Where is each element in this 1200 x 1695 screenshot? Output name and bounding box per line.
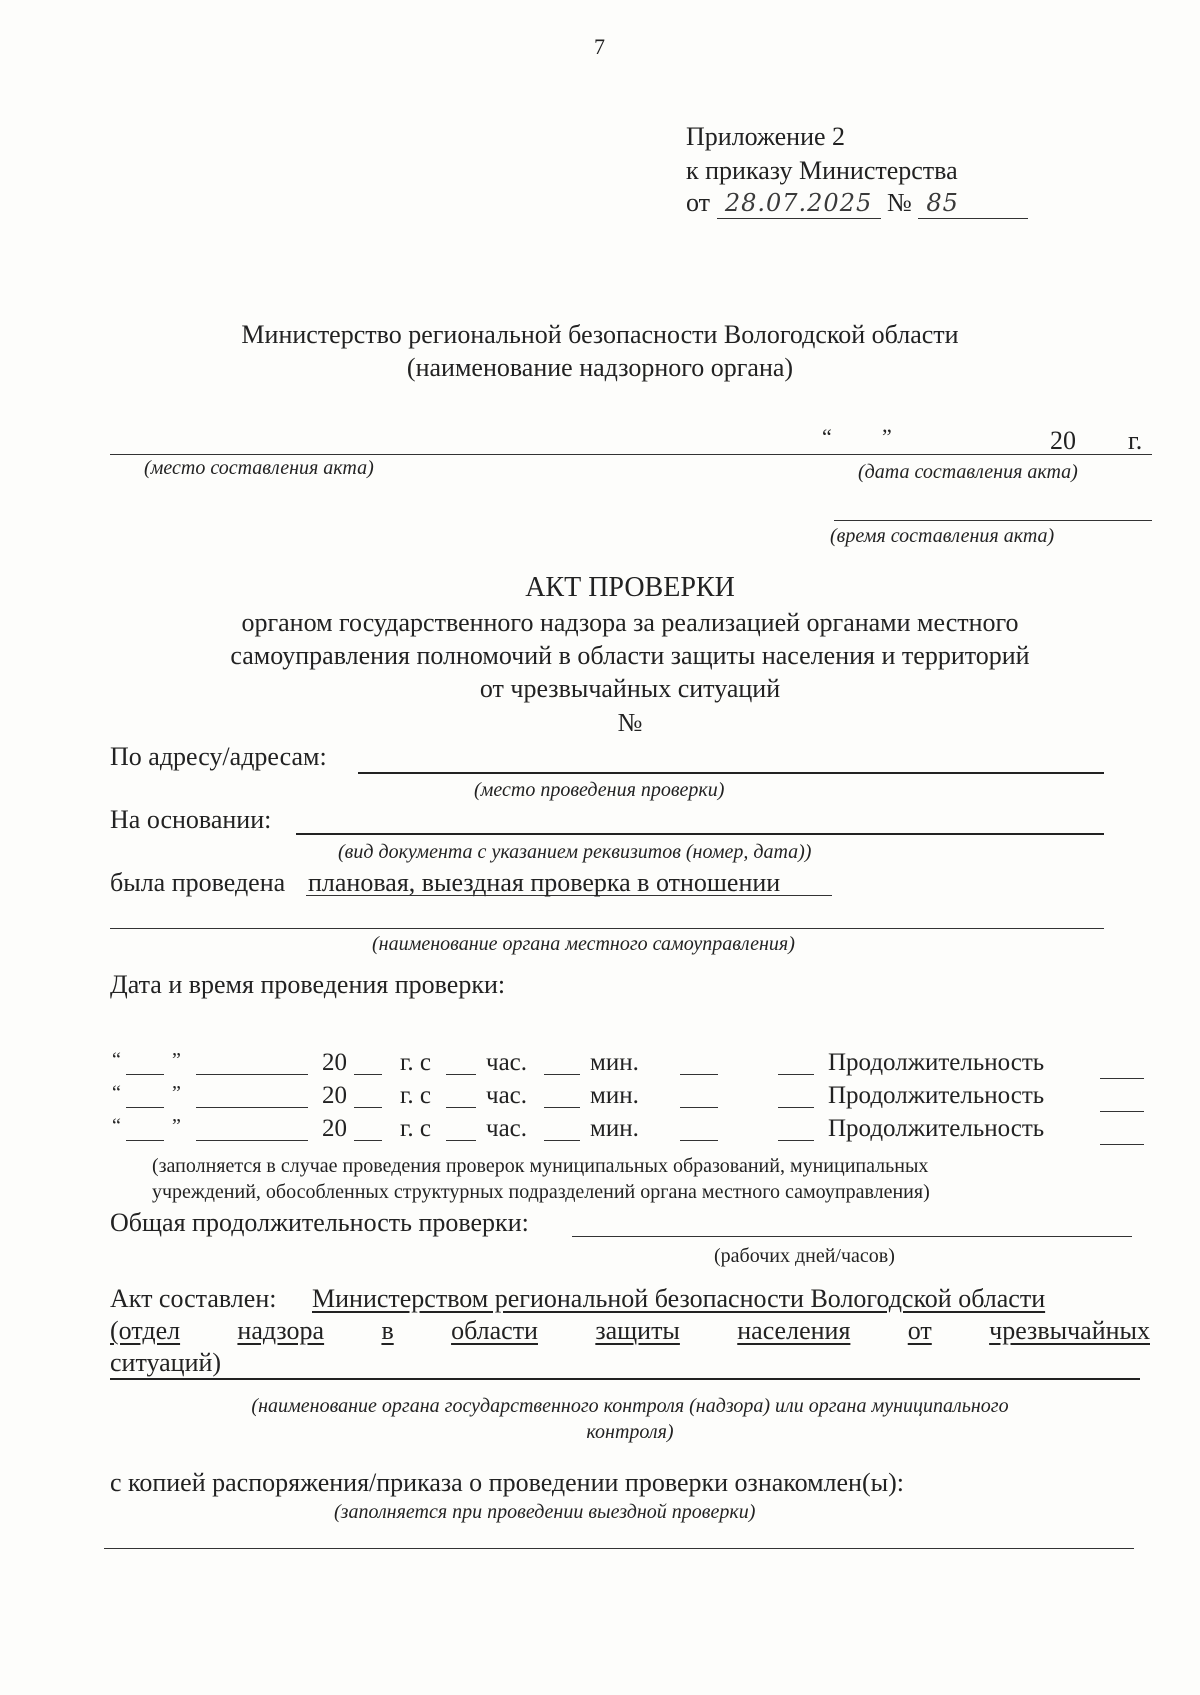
row-month-blank bbox=[196, 1140, 308, 1141]
date-year-suffix: г. bbox=[1128, 426, 1143, 455]
row-day-blank bbox=[126, 1107, 164, 1108]
date-quote-open: “ bbox=[822, 424, 832, 449]
schedule-row bbox=[0, 1114, 1200, 1148]
ministry-name: Министерство региональной безопасности Вологодской области bbox=[241, 320, 959, 349]
place-caption: (место составления акта) bbox=[144, 457, 374, 479]
composed-word: чрезвычайных bbox=[989, 1316, 1150, 1345]
total-label: Общая продолжительность проверки: bbox=[110, 1208, 529, 1237]
row-quote-close: ” bbox=[172, 1115, 181, 1137]
row-duration-label: Продолжительность bbox=[828, 1049, 1045, 1076]
basis-caption: (вид документа с указанием реквизитов (номер, дата)) bbox=[338, 841, 812, 863]
number-label: № bbox=[887, 188, 912, 217]
conducted-label: была проведена bbox=[110, 868, 286, 897]
row-year: 20 bbox=[322, 1049, 347, 1076]
from-label: от bbox=[686, 188, 711, 217]
order-number-handwritten: 85 bbox=[918, 188, 1028, 219]
row-g-s: г. с bbox=[400, 1049, 432, 1076]
row-quote-open: “ bbox=[112, 1115, 121, 1137]
schedule-note-1: (заполняется в случае проведения проверок муниципальных образований, муниципальных bbox=[152, 1155, 929, 1177]
appendix-title: Приложение 2 bbox=[686, 122, 846, 151]
address-label: По адресу/адресам: bbox=[110, 742, 327, 771]
row-year-blank bbox=[354, 1107, 382, 1108]
act-subtitle-3: от чрезвычайных ситуаций bbox=[479, 674, 781, 703]
row-duration-blank bbox=[1100, 1111, 1144, 1112]
composed-label: Акт составлен: bbox=[110, 1284, 277, 1313]
row-end-blank-2 bbox=[778, 1107, 814, 1108]
basis-line bbox=[296, 833, 1104, 835]
copy-ack-caption: (заполняется при проведении выездной проверки) bbox=[334, 1501, 756, 1523]
date-year-prefix: 20 bbox=[1050, 426, 1076, 455]
row-end-blank-1 bbox=[680, 1107, 718, 1108]
row-quote-close: ” bbox=[172, 1049, 181, 1071]
total-line bbox=[572, 1236, 1132, 1237]
page-number: 7 bbox=[594, 34, 605, 59]
composed-word: в bbox=[381, 1316, 394, 1345]
row-hours: час. bbox=[486, 1082, 528, 1109]
row-end-blank-1 bbox=[680, 1140, 718, 1141]
composed-word: надзора bbox=[237, 1316, 325, 1345]
row-quote-open: “ bbox=[112, 1082, 121, 1104]
composed-caption-1: (наименование органа государственного контроля (надзора) или органа муниципального bbox=[251, 1395, 1009, 1417]
conducted-value: плановая, выездная проверка в отношении bbox=[306, 868, 832, 896]
ministry-caption: (наименование надзорного органа) bbox=[406, 353, 794, 382]
row-minutes: мин. bbox=[590, 1115, 639, 1142]
row-year: 20 bbox=[322, 1082, 347, 1109]
date-quote-close: ” bbox=[882, 424, 892, 449]
appendix-order-ref: к приказу Министерства bbox=[686, 156, 958, 185]
place-date-line bbox=[110, 454, 1152, 455]
order-date-handwritten: 28.07.2025 bbox=[717, 188, 881, 219]
composed-word: от bbox=[907, 1316, 932, 1345]
body-caption: (наименование органа местного самоуправления) bbox=[372, 933, 795, 955]
row-month-blank bbox=[196, 1107, 308, 1108]
copy-ack-line bbox=[104, 1548, 1134, 1549]
row-end-blank-2 bbox=[778, 1140, 814, 1141]
composed-line-3: ситуаций) bbox=[110, 1348, 1140, 1380]
composed-word: защиты bbox=[595, 1316, 680, 1345]
row-duration-blank bbox=[1100, 1144, 1144, 1145]
total-caption: (рабочих дней/часов) bbox=[714, 1245, 895, 1267]
act-subtitle-1: органом государственного надзора за реализацией органами местного bbox=[241, 608, 1019, 637]
row-g-s: г. с bbox=[400, 1082, 432, 1109]
row-min-blank bbox=[544, 1074, 580, 1075]
row-year-blank bbox=[354, 1074, 382, 1075]
composed-word: (отдел bbox=[110, 1316, 181, 1345]
row-duration-blank bbox=[1100, 1078, 1144, 1079]
row-hour-blank bbox=[446, 1074, 476, 1075]
composed-caption-2: контроля) bbox=[586, 1421, 674, 1443]
row-g-s: г. с bbox=[400, 1115, 432, 1142]
basis-label: На основании: bbox=[110, 805, 272, 834]
row-min-blank bbox=[544, 1140, 580, 1141]
schedule-note-2: учреждений, обособленных структурных подразделений органа местного самоуправления) bbox=[152, 1181, 930, 1203]
row-duration-label: Продолжительность bbox=[828, 1115, 1045, 1142]
act-number-sign: № bbox=[617, 708, 643, 737]
body-name-line bbox=[110, 928, 1104, 929]
schedule-row bbox=[0, 1081, 1200, 1115]
row-min-blank bbox=[544, 1107, 580, 1108]
row-day-blank bbox=[126, 1074, 164, 1075]
time-caption: (время составления акта) bbox=[830, 525, 1055, 547]
row-quote-close: ” bbox=[172, 1082, 181, 1104]
composed-line-1: Министерством региональной безопасности Вологодской области bbox=[312, 1284, 1046, 1313]
datetime-label: Дата и время проведения проверки: bbox=[110, 970, 506, 999]
row-hour-blank bbox=[446, 1140, 476, 1141]
act-subtitle-2: самоуправления полномочий в области защиты населения и территорий bbox=[230, 641, 1030, 670]
composed-word: области bbox=[451, 1316, 538, 1345]
row-hours: час. bbox=[486, 1049, 528, 1076]
row-hour-blank bbox=[446, 1107, 476, 1108]
row-year: 20 bbox=[322, 1115, 347, 1142]
row-year-blank bbox=[354, 1140, 382, 1141]
row-hours: час. bbox=[486, 1115, 528, 1142]
row-end-blank-1 bbox=[680, 1074, 718, 1075]
schedule-row bbox=[0, 1048, 1200, 1082]
appendix-date-line bbox=[686, 188, 1028, 219]
row-quote-open: “ bbox=[112, 1049, 121, 1071]
row-minutes: мин. bbox=[590, 1049, 639, 1076]
copy-ack-label: с копией распоряжения/приказа о проведении проверки ознакомлен(ы): bbox=[110, 1468, 904, 1497]
act-title: АКТ ПРОВЕРКИ bbox=[525, 572, 735, 603]
composed-word: населения bbox=[737, 1316, 851, 1345]
composed-line-2 bbox=[110, 1316, 1150, 1346]
row-end-blank-2 bbox=[778, 1074, 814, 1075]
time-line bbox=[834, 520, 1152, 521]
row-duration-label: Продолжительность bbox=[828, 1082, 1045, 1109]
row-minutes: мин. bbox=[590, 1082, 639, 1109]
address-caption: (место проведения проверки) bbox=[474, 779, 725, 801]
row-month-blank bbox=[196, 1074, 308, 1075]
row-day-blank bbox=[126, 1140, 164, 1141]
date-caption: (дата составления акта) bbox=[858, 461, 1078, 483]
address-line bbox=[358, 772, 1104, 774]
